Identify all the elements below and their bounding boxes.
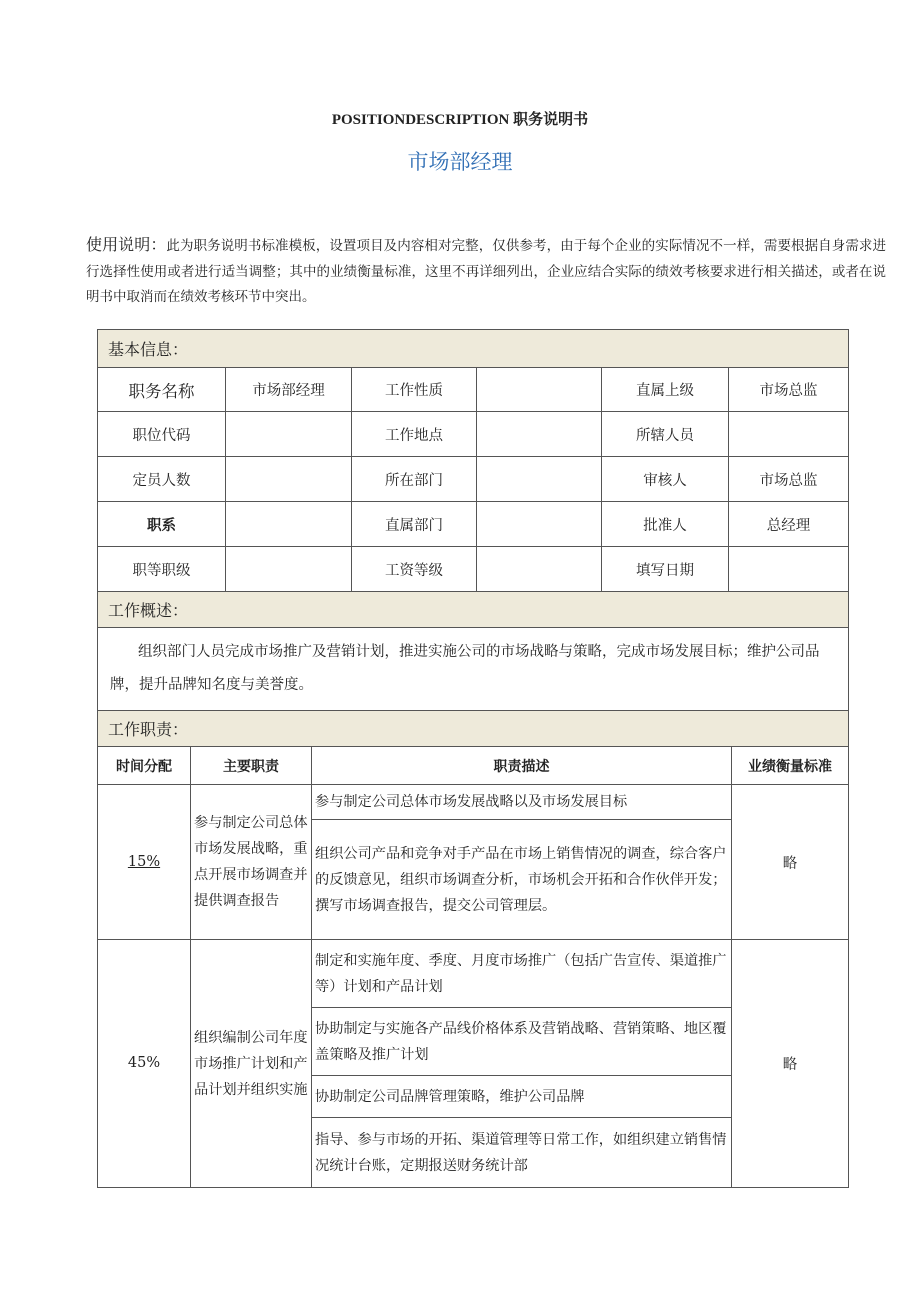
label-headcount: 定员人数 bbox=[98, 457, 226, 502]
duty-description: 制定和实施年度、季度、月度市场推广（包括广告宣传、渠道推广等）计划和产品计划 bbox=[312, 940, 732, 1008]
label-department: 所在部门 bbox=[352, 457, 477, 502]
value-fill-date bbox=[729, 547, 849, 592]
value-department bbox=[477, 457, 602, 502]
label-position-name: 职务名称 bbox=[98, 368, 226, 412]
value-reviewer: 市场总监 bbox=[729, 457, 849, 502]
value-subordinates bbox=[729, 412, 849, 457]
label-salary-grade: 工资等级 bbox=[352, 547, 477, 592]
section-overview: 工作概述： bbox=[98, 592, 849, 628]
header-main-duty: 主要职责 bbox=[191, 747, 312, 785]
label-reviewer: 审核人 bbox=[602, 457, 729, 502]
duty-description: 组织公司产品和竞争对手产品在市场上销售情况的调查，综合客户的反馈意见，组织市场调查分析，市场机会开拓和合作伙伴开发；撰写市场调查报告，提交公司管理层。 bbox=[312, 820, 732, 940]
section-duties: 工作职责： bbox=[98, 711, 849, 747]
header-standard: 业绩衡量标准 bbox=[732, 747, 849, 785]
overview-paragraph: 组织部门人员完成市场推广及营销计划，推进实施公司的市场战略与策略，完成市场发展目标；维护公司品牌，提升品牌知名度与美誉度。 bbox=[110, 644, 820, 693]
overview-text bbox=[98, 628, 849, 711]
value-position-name: 市场部经理 bbox=[226, 368, 352, 412]
section-basic-info: 基本信息： bbox=[98, 330, 849, 368]
value-direct-department bbox=[477, 502, 602, 547]
duty-time bbox=[98, 785, 191, 940]
value-job-family bbox=[226, 502, 352, 547]
header-description: 职责描述 bbox=[312, 747, 732, 785]
label-work-nature: 工作性质 bbox=[352, 368, 477, 412]
duty-description: 协助制定公司品牌管理策略，维护公司品牌 bbox=[312, 1076, 732, 1118]
value-job-grade bbox=[226, 547, 352, 592]
value-headcount bbox=[226, 457, 352, 502]
duty-time-value: 15% bbox=[127, 854, 161, 870]
value-position-code bbox=[226, 412, 352, 457]
value-work-location bbox=[477, 412, 602, 457]
header-time: 时间分配 bbox=[98, 747, 191, 785]
usage-label: 使用说明： bbox=[86, 235, 167, 254]
value-work-nature bbox=[477, 368, 602, 412]
document-title: POSITIONDESCRIPTION 职务说明书 bbox=[331, 112, 589, 128]
duty-description: 参与制定公司总体市场发展战略以及市场发展目标 bbox=[312, 785, 732, 820]
basic-info-table bbox=[97, 329, 849, 747]
label-position-code: 职位代码 bbox=[98, 412, 226, 457]
duty-time: 45% bbox=[98, 940, 191, 1188]
duty-description: 协助制定与实施各产品线价格体系及营销战略、营销策略、地区覆盖策略及推广计划 bbox=[312, 1008, 732, 1076]
duty-description: 指导、参与市场的开拓、渠道管理等日常工作，如组织建立销售情况统计台账，定期报送财务统计部 bbox=[312, 1118, 732, 1188]
label-subordinates: 所辖人员 bbox=[602, 412, 729, 457]
label-direct-department: 直属部门 bbox=[352, 502, 477, 547]
label-approver: 批准人 bbox=[602, 502, 729, 547]
label-fill-date: 填写日期 bbox=[602, 547, 729, 592]
usage-note bbox=[86, 232, 886, 311]
value-direct-superior: 市场总监 bbox=[729, 368, 849, 412]
label-work-location: 工作地点 bbox=[352, 412, 477, 457]
duty-standard: 略 bbox=[732, 940, 849, 1188]
label-direct-superior: 直属上级 bbox=[602, 368, 729, 412]
usage-text: 此为职务说明书标准模板，设置项目及内容相对完整，仅供参考，由于每个企业的实际情况不一样，需要根据自身需求进行选择性使用或者进行适当调整；其中的业绩衡量标准，这里不再详细列出，企业应结合实际的绩效考核要求进行相关描述，或者在说明书中取消而在绩效考核环节中突出。 bbox=[86, 238, 886, 305]
value-salary-grade bbox=[477, 547, 602, 592]
job-description-table bbox=[97, 329, 848, 1188]
value-approver: 总经理 bbox=[729, 502, 849, 547]
duty-main: 组织编制公司年度市场推广计划和产品计划并组织实施 bbox=[191, 940, 312, 1188]
duty-main: 参与制定公司总体市场发展战略，重点开展市场调查并提供调查报告 bbox=[191, 785, 312, 940]
label-job-family: 职系 bbox=[98, 502, 226, 547]
duty-standard: 略 bbox=[732, 785, 849, 940]
duties-table bbox=[97, 746, 849, 1188]
label-job-grade: 职等职级 bbox=[98, 547, 226, 592]
position-title: 市场部经理 bbox=[407, 150, 513, 174]
